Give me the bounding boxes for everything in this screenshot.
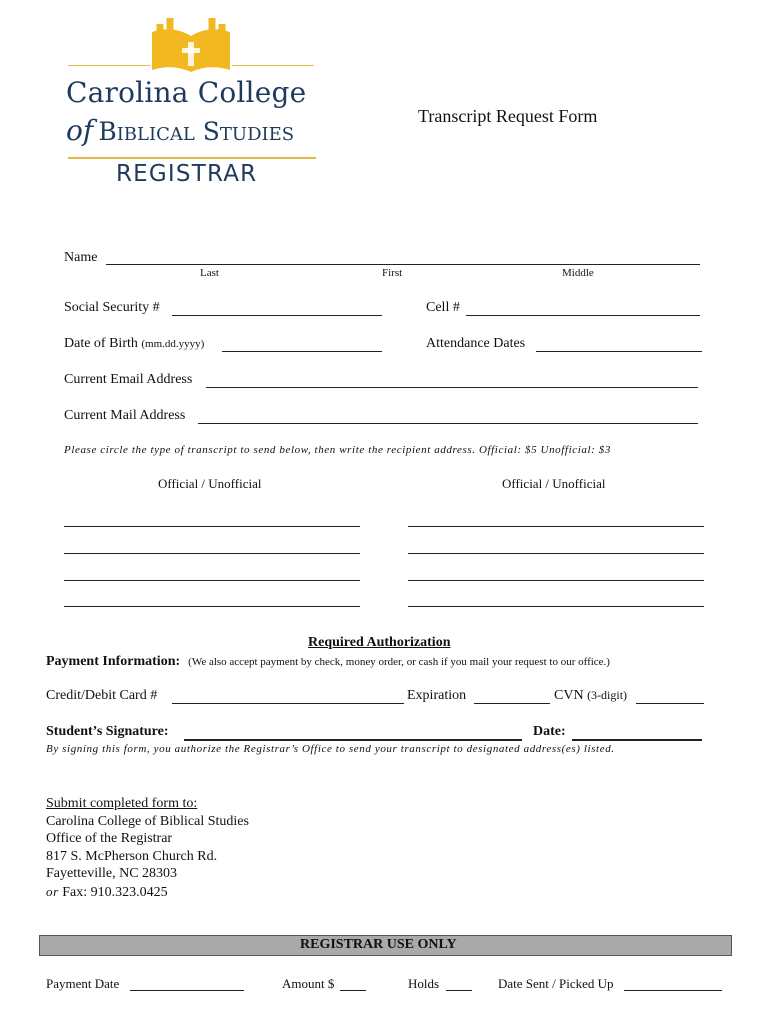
expiration-label: Expiration xyxy=(407,688,467,703)
date-sent-label: Date Sent / Picked Up xyxy=(498,976,614,991)
payment-note: (We also accept payment by check, money order, or cash if you mail your request to our office.) xyxy=(188,656,610,668)
logo-registrar: REGISTRAR xyxy=(116,161,258,187)
payment-label: Payment Information: xyxy=(46,654,181,669)
card-label: Credit/Debit Card # xyxy=(46,688,158,703)
date-sent-field[interactable] xyxy=(624,990,722,991)
email-field[interactable] xyxy=(206,387,698,388)
registrar-use-title: REGISTRAR USE ONLY xyxy=(300,937,457,952)
cell-label: Cell # xyxy=(426,300,460,315)
recipient-right-line-3[interactable] xyxy=(408,580,704,581)
submit-block xyxy=(46,795,249,902)
holds-label: Holds xyxy=(408,976,440,991)
instructions-fees: Official: $5 Unofficial: $3 xyxy=(478,444,611,456)
recipient-left-line-2[interactable] xyxy=(64,553,360,554)
cell-field[interactable] xyxy=(466,315,700,316)
recipient-left-line-3[interactable] xyxy=(64,580,360,581)
recipient-right-line-2[interactable] xyxy=(408,553,704,554)
payment-info xyxy=(46,652,610,670)
amount-field[interactable] xyxy=(340,990,366,991)
signature-disclaimer: By signing this form, you authorize the Registrar’s Office to send your transcript to designated address(es) listed. xyxy=(46,743,615,755)
recipient-right-line-1[interactable] xyxy=(408,526,704,527)
cvn-hint: (3-digit) xyxy=(587,688,628,702)
submit-fax: Fax: 910.323.0425 xyxy=(62,884,168,900)
logo-line-2 xyxy=(66,114,294,152)
email-label: Current Email Address xyxy=(64,372,193,387)
attendance-field[interactable] xyxy=(536,351,702,352)
dob-hint: (mm.dd.yyyy) xyxy=(141,338,205,350)
date-label: Date: xyxy=(533,724,566,739)
authorization-heading: Required Authorization xyxy=(308,635,451,650)
name-field[interactable] xyxy=(106,264,700,265)
payment-date-field[interactable] xyxy=(130,990,244,991)
amount-label: Amount $ xyxy=(282,976,335,991)
signature-field[interactable] xyxy=(184,739,522,741)
recipient-right-line-4[interactable] xyxy=(408,606,704,607)
submit-fax-line xyxy=(46,883,249,902)
dob-label xyxy=(64,336,204,352)
mail-field[interactable] xyxy=(198,423,698,424)
ssn-field[interactable] xyxy=(172,315,382,316)
recipient-left-line-1[interactable] xyxy=(64,526,360,527)
instructions xyxy=(64,444,611,456)
name-sub-first: First xyxy=(382,267,403,279)
cvn-label-text: CVN xyxy=(554,688,584,703)
recipient-left-line-4[interactable] xyxy=(64,606,360,607)
holds-field[interactable] xyxy=(446,990,472,991)
submit-heading: Submit completed form to: xyxy=(46,796,198,811)
cvn-label xyxy=(554,688,627,704)
name-sub-last: Last xyxy=(200,267,219,279)
attendance-label: Attendance Dates xyxy=(426,336,526,351)
date-field[interactable] xyxy=(572,739,702,741)
mail-label: Current Mail Address xyxy=(64,408,186,423)
cvn-field[interactable] xyxy=(636,703,704,704)
dob-field[interactable] xyxy=(222,351,382,352)
recipient-left-type[interactable]: Official / Unofficial xyxy=(158,476,262,491)
instructions-main: Please circle the type of transcript to send below, then write the recipient address. xyxy=(64,444,476,456)
payment-date-label: Payment Date xyxy=(46,976,120,991)
expiration-field[interactable] xyxy=(474,703,550,704)
signature-label: Student’s Signature: xyxy=(46,724,169,739)
ssn-label: Social Security # xyxy=(64,300,160,315)
name-sub-middle: Middle xyxy=(562,267,594,279)
submit-fax-prefix: or xyxy=(46,883,59,899)
submit-line-3: 817 S. McPherson Church Rd. xyxy=(46,848,218,864)
logo-line-1: Carolina College xyxy=(66,76,307,109)
logo-biblical-studies: Biblical Studies xyxy=(98,117,295,146)
logo-of: of xyxy=(66,114,94,147)
submit-line-1: Carolina College of Biblical Studies xyxy=(46,813,249,829)
open-book-cross-icon xyxy=(148,16,234,74)
dob-label-text: Date of Birth xyxy=(64,336,138,351)
card-number-field[interactable] xyxy=(172,703,404,704)
submit-line-2: Office of the Registrar xyxy=(46,831,173,847)
submit-line-4: Fayetteville, NC 28303 xyxy=(46,866,178,882)
name-label: Name xyxy=(64,250,98,265)
recipient-right-type[interactable]: Official / Unofficial xyxy=(502,476,606,491)
form-title: Transcript Request Form xyxy=(418,106,598,126)
